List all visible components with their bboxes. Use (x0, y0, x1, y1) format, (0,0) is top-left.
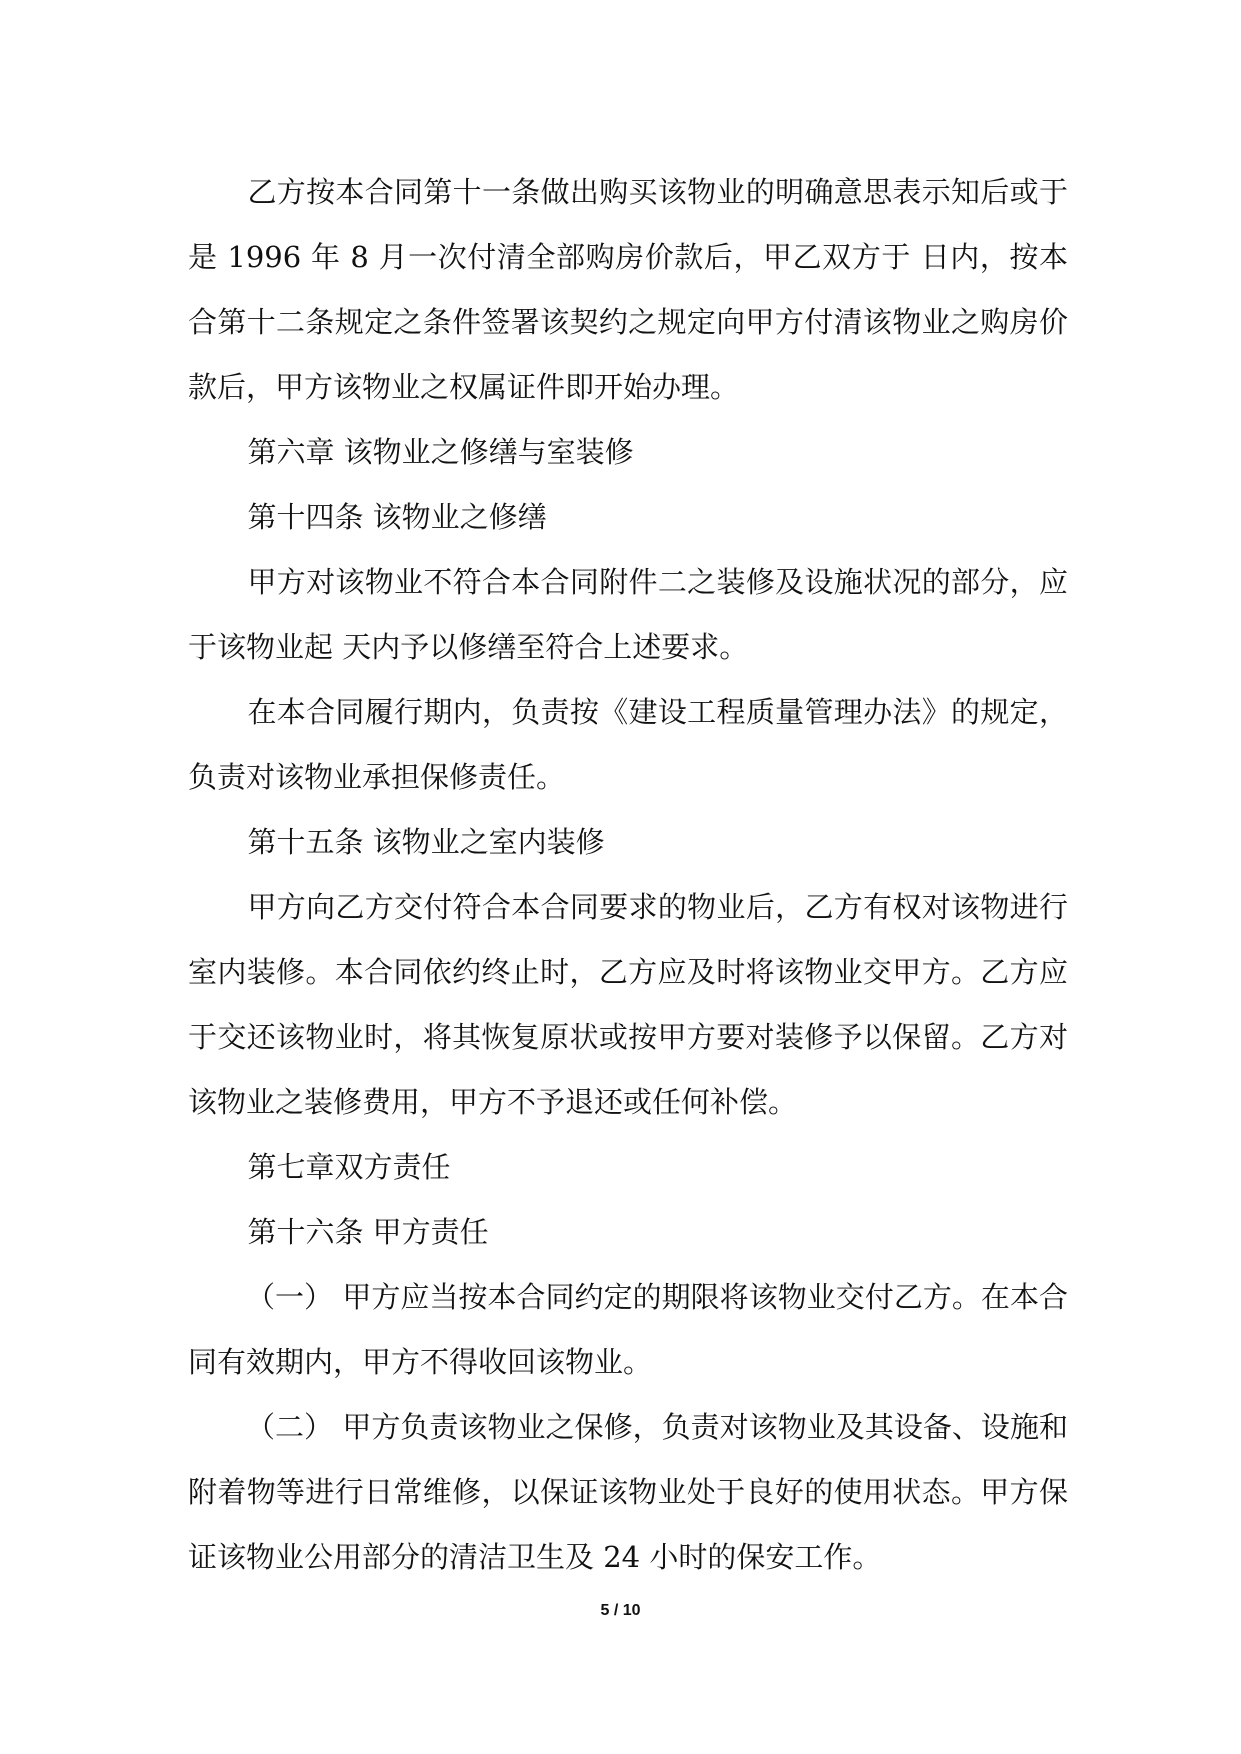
article-sixteen-heading: 第十六条 甲方责任 (247, 1215, 489, 1249)
chapter-six-heading: 第六章 该物业之修缮与室装修 (247, 435, 634, 469)
paragraph-warranty-responsibility: 在本合同履行期内，负责按《建设工程质量管理办法》的规定，负责对该物业承担保修责任。 (188, 695, 1068, 794)
article-fourteen-heading: 第十四条 该物业之修缮 (247, 500, 547, 534)
list-item-two: （二） 甲方负责该物业之保修，负责对该物业及其设备、设施和附着物等进行日常维修，以保证该物业处于良好的使用状态。甲方保证该物业公用部分的清洁卫生及 24 小时的保安工作。 (188, 1410, 1068, 1574)
document-body (188, 160, 1068, 1590)
list-item-one: （一） 甲方应当按本合同约定的期限将该物业交付乙方。在本合同有效期内，甲方不得收回该物业。 (188, 1280, 1068, 1379)
chapter-seven-heading: 第七章双方责任 (247, 1150, 451, 1184)
paragraph-interior-decoration: 甲方向乙方交付符合本合同要求的物业后，乙方有权对该物进行室内装修。本合同依约终止时，乙方应及时将该物业交甲方。乙方应于交还该物业时，将其恢复原状或按甲方要对装修予以保留。乙方对该物业之装修费用，甲方不予退还或任何补偿。 (188, 890, 1068, 1119)
page-number: 5 / 10 (600, 1602, 641, 1619)
article-fifteen-heading: 第十五条 该物业之室内装修 (247, 825, 605, 859)
paragraph-payment-terms: 乙方按本合同第十一条做出购买该物业的明确意思表示知后或于是 1996 年 8 月一次付清全部购房价款后，甲乙双方于 日内，按本合第十二条规定之条件签署该契约之规定向甲方付清该物业之购房价款后，甲方该物业之权属证件即开始办理。 (188, 175, 1068, 404)
paragraph-repair-obligation: 甲方对该物业不符合本合同附件二之装修及设施状况的部分，应于该物业起 天内予以修缮至符合上述要求。 (188, 565, 1068, 664)
